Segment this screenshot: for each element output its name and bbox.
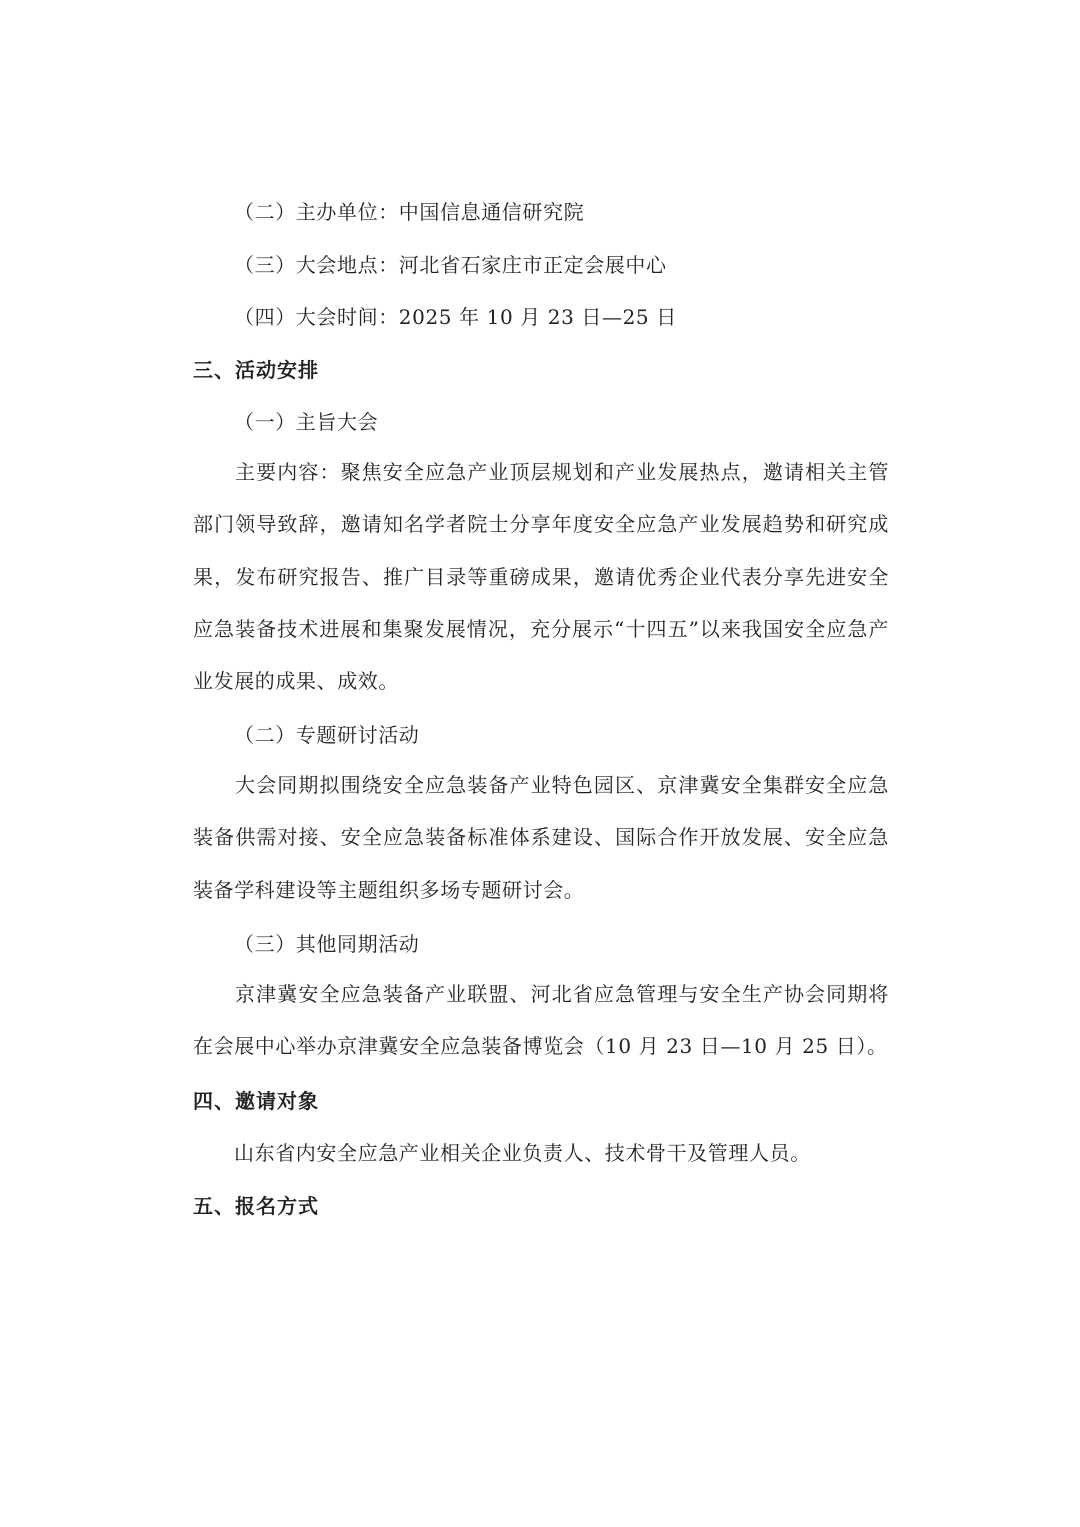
section-heading-activities: 三、活动安排	[193, 358, 319, 382]
subheading-seminars: （二）专题研讨活动	[234, 723, 420, 747]
organizer-line: （二）主办单位：中国信息通信研究院	[234, 200, 585, 224]
subheading-other-activities: （三）其他同期活动	[234, 932, 420, 956]
paragraph-seminars: 大会同期拟围绕安全应急装备产业特色园区、京津冀安全集群安全应急装备供需对接、安全应急装备标准体系建设、国际合作开放发展、安全应急装备学科建设等主题组织多场专题研讨会。	[193, 773, 889, 902]
paragraph-keynote: 主要内容：聚焦安全应急产业顶层规划和产业发展热点，邀请相关主管部门领导致辞，邀请知名学者院士分享年度安全应急产业发展趋势和研究成果，发布研究报告、推广目录等重磅成果，邀请优秀企业代表分享先进安全应急装备技术进展和集聚发展情况，充分展示“十四五”以来我国安全应急产业发展的成果、成效。	[193, 460, 889, 694]
time-line: （四）大会时间：2025 年 10 月 23 日—25 日	[234, 305, 677, 329]
subheading-keynote: （一）主旨大会	[234, 410, 379, 434]
section-heading-invitees: 四、邀请对象	[193, 1089, 319, 1113]
section-heading-registration: 五、报名方式	[193, 1194, 319, 1218]
paragraph-invitees: 山东省内安全应急产业相关企业负责人、技术骨干及管理人员。	[234, 1141, 811, 1165]
paragraph-other-activities: 京津冀安全应急装备产业联盟、河北省应急管理与安全生产协会同期将在会展中心举办京津冀安全应急装备博览会（10 月 23 日—10 月 25 日）。	[193, 982, 889, 1059]
venue-line: （三）大会地点：河北省石家庄市正定会展中心	[234, 253, 667, 277]
